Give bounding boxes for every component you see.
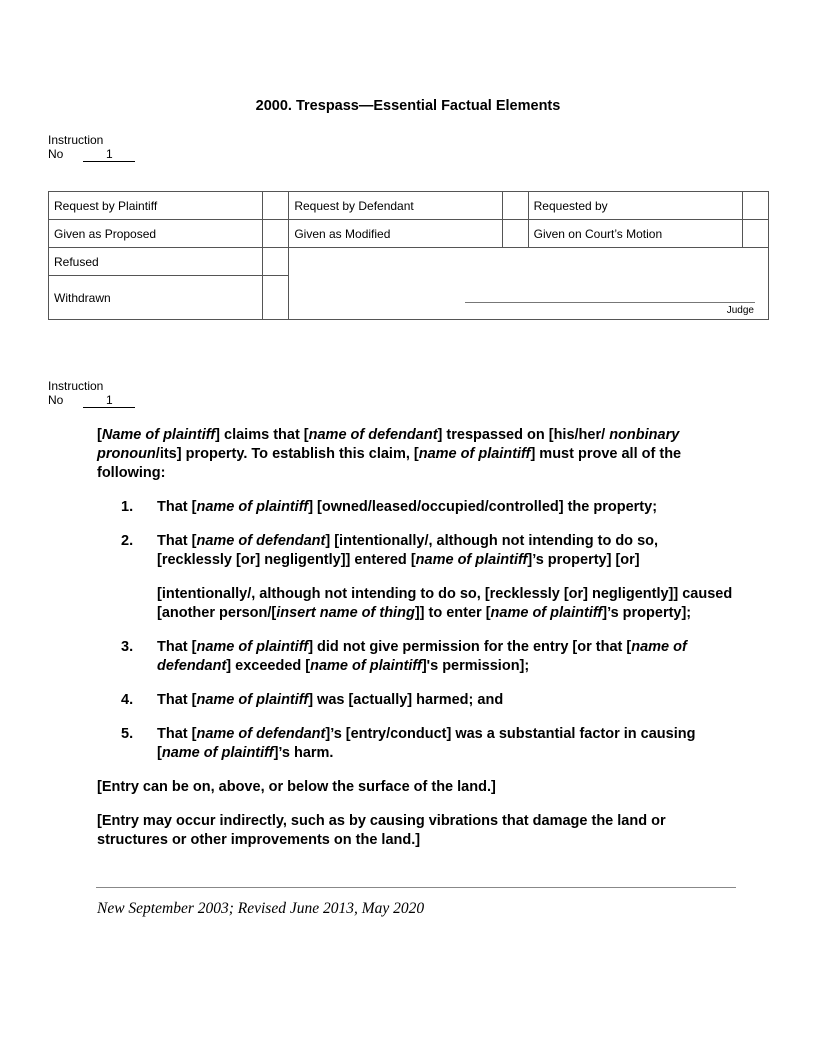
judge-label: Judge — [726, 305, 754, 316]
refused-label: Refused — [49, 248, 263, 276]
note-paragraph: [Entry may occur indirectly, such as by causing vibrations that damage the land or structures or other improvements on the land.] — [97, 813, 666, 848]
requested-by-checkbox[interactable] — [743, 192, 769, 220]
page-title: 2000. Trespass—Essential Factual Elements — [255, 98, 561, 114]
elements-list — [97, 498, 737, 763]
list-item: 4. That [name of plaintiff] was [actually] harmed; and — [121, 692, 504, 708]
list-item: 5. That [name of defendant]’s [entry/conduct] was a substantial factor in causing [name of plaintiff]’s harm. — [121, 726, 696, 761]
judge-signature-area — [289, 248, 769, 320]
instruction-number: 1 — [83, 148, 135, 162]
withdrawn-label: Withdrawn — [49, 276, 263, 320]
instruction-body — [97, 426, 737, 865]
list-item: 1. That [name of plaintiff] [owned/leased/occupied/controlled] the property; — [121, 499, 658, 515]
instruction-label: Instruction — [48, 133, 104, 147]
revision-history: New September 2003; Revised June 2013, May 2020 — [97, 900, 425, 917]
divider — [96, 887, 736, 888]
request-by-defendant-checkbox[interactable] — [502, 192, 528, 220]
given-as-modified-checkbox[interactable] — [502, 220, 528, 248]
instruction-body-label: Instruction — [48, 379, 104, 393]
request-status-table — [48, 191, 769, 320]
intro-paragraph: [Name of plaintiff] claims that [name of defendant] trespassed on [his/her/ nonbinary pronoun/its] property. To establish this claim, [name of plaintiff] must prove all of the following: — [97, 427, 682, 481]
withdrawn-checkbox[interactable] — [263, 276, 289, 320]
list-item: 2. That [name of defendant] [intentionally/, although not intending to do so, [recklessly [or] negligently]] entered [name of plaintiff]’s property] [or] [intentionally/, although not intending to do so, [recklessly [or] negligently]] caused [another person/[insert name of thing]] to enter [name of plaintiff]’s property]; — [121, 533, 733, 621]
instruction-body-number-header — [48, 379, 135, 408]
given-on-courts-motion-checkbox[interactable] — [743, 220, 769, 248]
requested-by-label: Requested by — [528, 192, 742, 220]
given-as-modified-label: Given as Modified — [289, 220, 502, 248]
judge-signature-line[interactable] — [465, 302, 755, 303]
instruction-body-number: 1 — [83, 394, 135, 408]
given-as-proposed-label: Given as Proposed — [49, 220, 263, 248]
list-item: 3. That [name of plaintiff] did not give permission for the entry [or that [name of defendant] exceeded [name of plaintiff]'s permission]; — [121, 639, 687, 674]
request-by-plaintiff-checkbox[interactable] — [263, 192, 289, 220]
instruction-no-label: No — [48, 147, 64, 161]
given-on-courts-motion-label: Given on Court’s Motion — [528, 220, 742, 248]
instruction-body-no-label: No — [48, 393, 64, 407]
instruction-number-header — [48, 133, 135, 162]
refused-checkbox[interactable] — [263, 248, 289, 276]
request-by-defendant-label: Request by Defendant — [289, 192, 502, 220]
given-as-proposed-checkbox[interactable] — [263, 220, 289, 248]
request-by-plaintiff-label: Request by Plaintiff — [49, 192, 263, 220]
note-paragraph: [Entry can be on, above, or below the surface of the land.] — [97, 779, 496, 795]
